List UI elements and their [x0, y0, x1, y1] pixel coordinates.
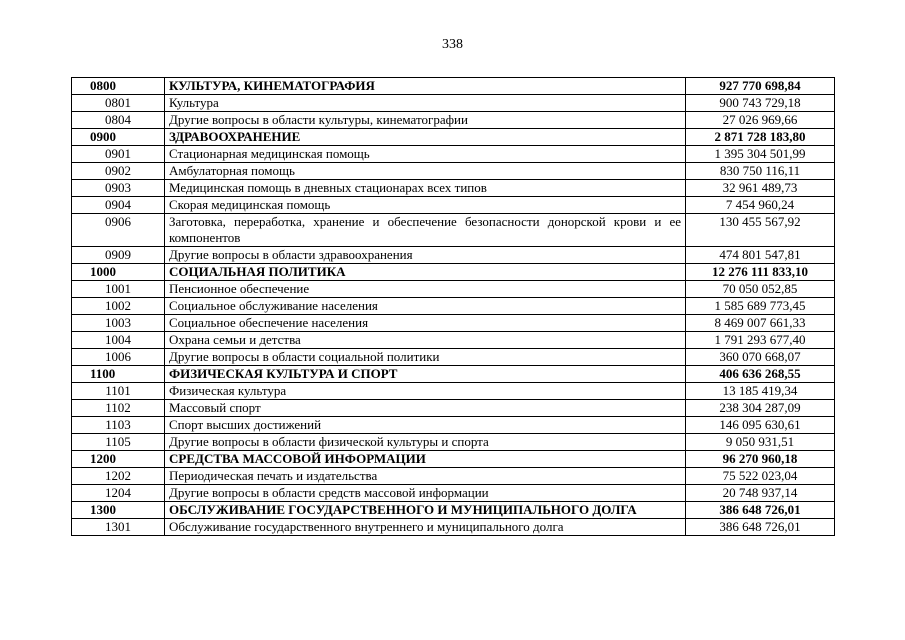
row-name: Культура [165, 95, 686, 112]
row-code: 1202 [72, 468, 165, 485]
row-name: Социальное обслуживание населения [165, 298, 686, 315]
row-name: Периодическая печать и издательства [165, 468, 686, 485]
row-name: Другие вопросы в области социальной политики [165, 349, 686, 366]
row-amount: 900 743 729,18 [686, 95, 835, 112]
row-name: Другие вопросы в области здравоохранения [165, 247, 686, 264]
row-amount: 474 801 547,81 [686, 247, 835, 264]
row-code: 1204 [72, 485, 165, 502]
row-code: 1200 [72, 451, 165, 468]
row-amount: 70 050 052,85 [686, 281, 835, 298]
table-row [72, 332, 835, 349]
row-amount: 386 648 726,01 [686, 502, 835, 519]
table-row [72, 400, 835, 417]
row-name: Спорт высших достижений [165, 417, 686, 434]
row-code: 0900 [72, 129, 165, 146]
row-amount: 830 750 116,11 [686, 163, 835, 180]
row-amount: 927 770 698,84 [686, 78, 835, 95]
row-amount: 32 961 489,73 [686, 180, 835, 197]
row-amount: 27 026 969,66 [686, 112, 835, 129]
row-amount: 75 522 023,04 [686, 468, 835, 485]
table-row [72, 383, 835, 400]
row-name: Стационарная медицинская помощь [165, 146, 686, 163]
page-number: 338 [442, 37, 463, 52]
row-code: 1102 [72, 400, 165, 417]
table-row [72, 519, 835, 536]
table-row [72, 298, 835, 315]
table-row [72, 163, 835, 180]
row-amount: 238 304 287,09 [686, 400, 835, 417]
table-row [72, 417, 835, 434]
row-name: Обслуживание государственного внутреннего и муниципального долга [165, 519, 686, 536]
row-code: 1101 [72, 383, 165, 400]
table-row [72, 485, 835, 502]
section-row [72, 366, 835, 383]
row-name: Амбулаторная помощь [165, 163, 686, 180]
row-code: 1000 [72, 264, 165, 281]
row-code: 0902 [72, 163, 165, 180]
row-code: 1105 [72, 434, 165, 451]
row-code: 1004 [72, 332, 165, 349]
row-code: 1003 [72, 315, 165, 332]
section-row [72, 78, 835, 95]
row-amount: 1 585 689 773,45 [686, 298, 835, 315]
row-name: Заготовка, переработка, хранение и обеспечение безопасности донорской крови и ее компонентов [165, 214, 686, 247]
table-row [72, 247, 835, 264]
row-name: СОЦИАЛЬНАЯ ПОЛИТИКА [165, 264, 686, 281]
row-code: 1301 [72, 519, 165, 536]
row-name: Пенсионное обеспечение [165, 281, 686, 298]
row-code: 0801 [72, 95, 165, 112]
row-code: 1002 [72, 298, 165, 315]
table-row [72, 197, 835, 214]
row-code: 0804 [72, 112, 165, 129]
row-name: Другие вопросы в области культуры, кинематографии [165, 112, 686, 129]
section-row [72, 129, 835, 146]
table-row [72, 315, 835, 332]
row-amount: 146 095 630,61 [686, 417, 835, 434]
table-row [72, 434, 835, 451]
table-row [72, 214, 835, 247]
row-name: Охрана семьи и детства [165, 332, 686, 349]
row-amount: 13 185 419,34 [686, 383, 835, 400]
row-name: ОБСЛУЖИВАНИЕ ГОСУДАРСТВЕННОГО И МУНИЦИПАЛЬНОГО ДОЛГА [165, 502, 686, 519]
table-row [72, 281, 835, 298]
row-name: ФИЗИЧЕСКАЯ КУЛЬТУРА И СПОРТ [165, 366, 686, 383]
section-row [72, 264, 835, 281]
table-row [72, 180, 835, 197]
row-amount: 1 791 293 677,40 [686, 332, 835, 349]
row-name: Массовый спорт [165, 400, 686, 417]
row-amount: 130 455 567,92 [686, 214, 835, 247]
row-code: 0909 [72, 247, 165, 264]
row-amount: 2 871 728 183,80 [686, 129, 835, 146]
row-amount: 360 070 668,07 [686, 349, 835, 366]
row-name: СРЕДСТВА МАССОВОЙ ИНФОРМАЦИИ [165, 451, 686, 468]
row-name: ЗДРАВООХРАНЕНИЕ [165, 129, 686, 146]
row-code: 1100 [72, 366, 165, 383]
row-code: 0904 [72, 197, 165, 214]
row-amount: 96 270 960,18 [686, 451, 835, 468]
row-amount: 406 636 268,55 [686, 366, 835, 383]
budget-table-body [72, 78, 835, 536]
row-name: Другие вопросы в области средств массовой информации [165, 485, 686, 502]
table-row [72, 112, 835, 129]
row-amount: 386 648 726,01 [686, 519, 835, 536]
budget-table [71, 77, 835, 536]
row-amount: 7 454 960,24 [686, 197, 835, 214]
row-amount: 9 050 931,51 [686, 434, 835, 451]
table-row [72, 95, 835, 112]
row-code: 1300 [72, 502, 165, 519]
table-row [72, 468, 835, 485]
row-name: Медицинская помощь в дневных стационарах всех типов [165, 180, 686, 197]
row-amount: 20 748 937,14 [686, 485, 835, 502]
row-amount: 12 276 111 833,10 [686, 264, 835, 281]
row-name: Другие вопросы в области физической культуры и спорта [165, 434, 686, 451]
row-amount: 1 395 304 501,99 [686, 146, 835, 163]
row-name: Социальное обеспечение населения [165, 315, 686, 332]
row-code: 0800 [72, 78, 165, 95]
row-amount: 8 469 007 661,33 [686, 315, 835, 332]
table-row [72, 146, 835, 163]
row-name: Физическая культура [165, 383, 686, 400]
row-code: 1001 [72, 281, 165, 298]
row-code: 0903 [72, 180, 165, 197]
row-code: 0901 [72, 146, 165, 163]
row-name: Скорая медицинская помощь [165, 197, 686, 214]
row-code: 0906 [72, 214, 165, 247]
row-code: 1103 [72, 417, 165, 434]
table-row [72, 349, 835, 366]
row-code: 1006 [72, 349, 165, 366]
section-row [72, 451, 835, 468]
section-row [72, 502, 835, 519]
row-name: КУЛЬТУРА, КИНЕМАТОГРАФИЯ [165, 78, 686, 95]
